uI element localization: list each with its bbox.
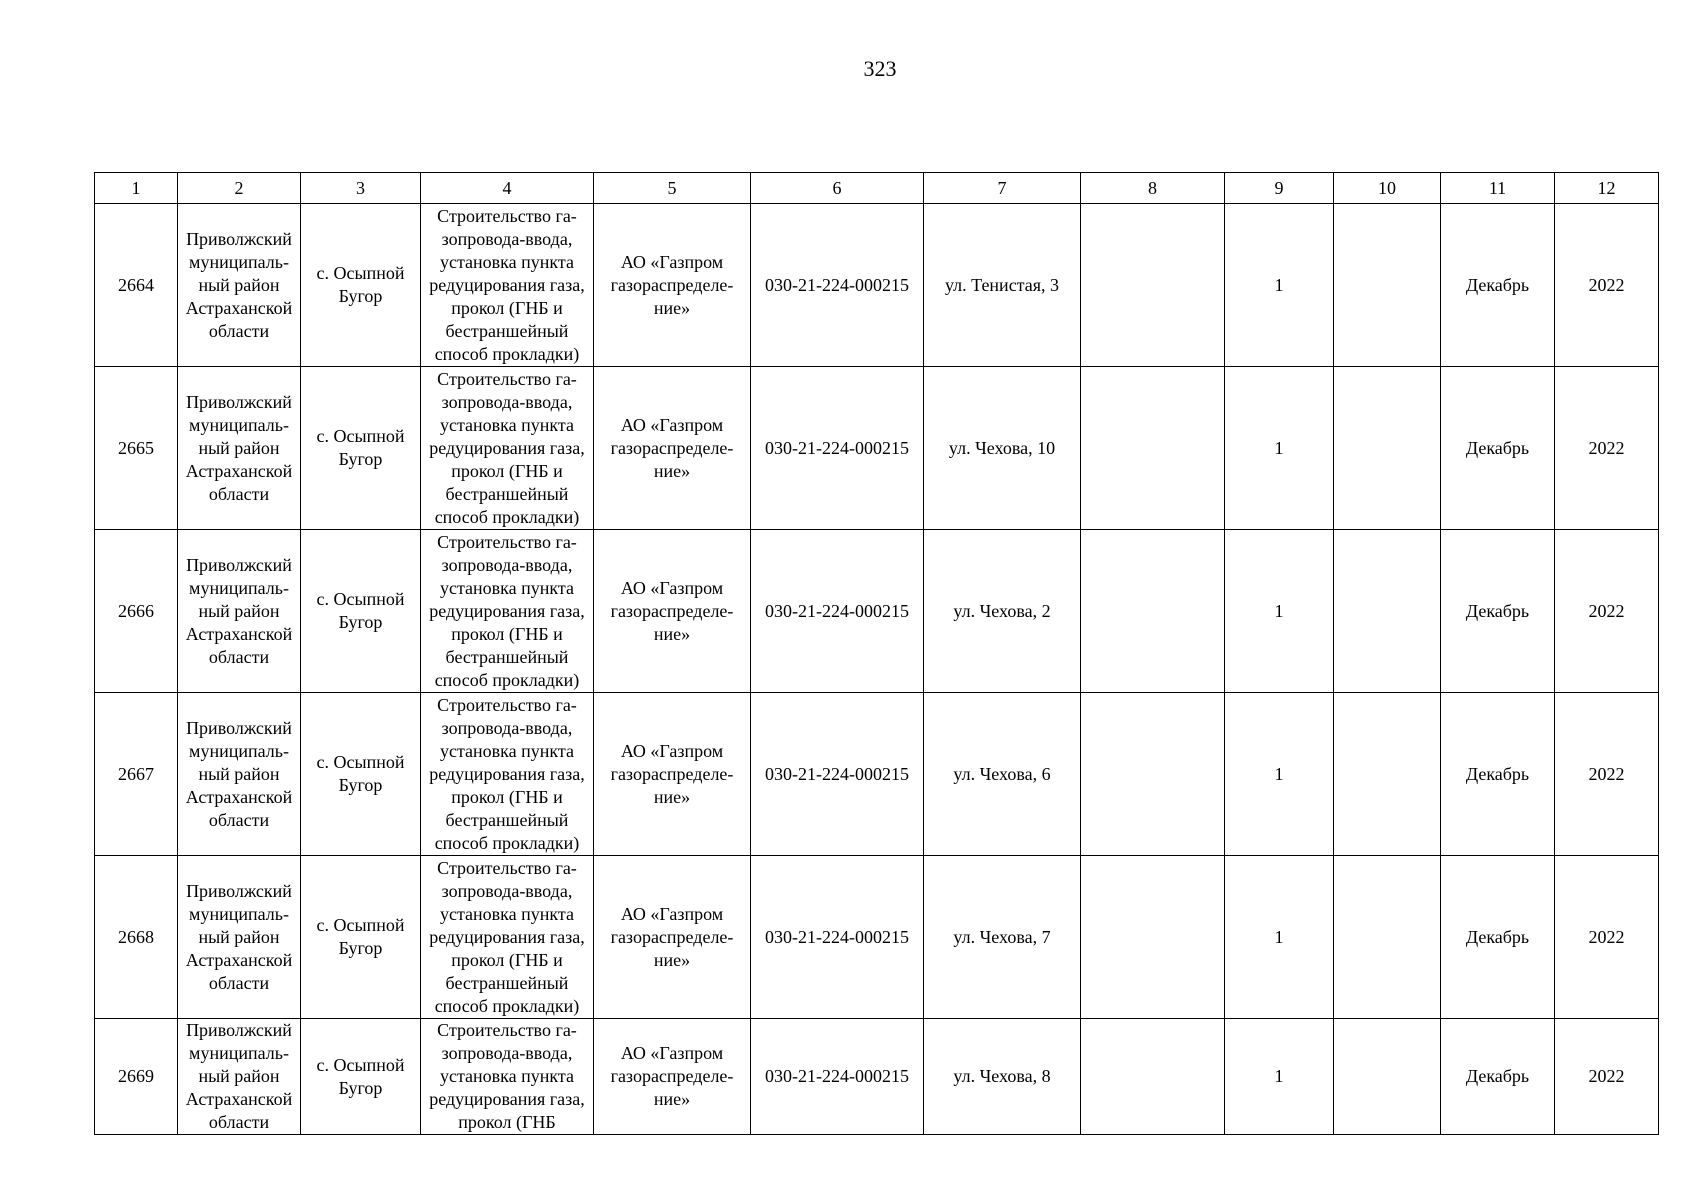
cell-col-8	[1081, 856, 1225, 1019]
cell-year: 2022	[1555, 1019, 1659, 1135]
cell-col-8	[1081, 530, 1225, 693]
cell-number: 2667	[95, 693, 178, 856]
cell-address: ул. Чехова, 7	[924, 856, 1081, 1019]
cell-settlement: с. Осыпной Бугор	[301, 530, 421, 693]
cell-col-10	[1334, 204, 1441, 367]
cell-number: 2664	[95, 204, 178, 367]
cell-col-9: 1	[1225, 530, 1334, 693]
cell-code: 030-21-224-000215	[751, 367, 924, 530]
cell-address: ул. Чехова, 6	[924, 693, 1081, 856]
cell-month: Декабрь	[1441, 856, 1555, 1019]
column-header-1: 1	[95, 173, 178, 204]
cell-work-description: Строительство га-зопровода-ввода, установка пункта редуцирования газа, прокол (ГНБ и бестраншейный способ прокладки)	[421, 530, 594, 693]
cell-organization: АО «Газпром газораспределе-ние»	[594, 204, 751, 367]
cell-month: Декабрь	[1441, 693, 1555, 856]
column-header-11: 11	[1441, 173, 1555, 204]
cell-year: 2022	[1555, 693, 1659, 856]
cell-address: ул. Чехова, 2	[924, 530, 1081, 693]
cell-work-description: Строительство га-зопровода-ввода, установка пункта редуцирования газа, прокол (ГНБ и бестраншейный способ прокладки)	[421, 204, 594, 367]
cell-col-9: 1	[1225, 856, 1334, 1019]
cell-address: ул. Чехова, 10	[924, 367, 1081, 530]
cell-col-8	[1081, 204, 1225, 367]
cell-col-9: 1	[1225, 1019, 1334, 1135]
data-table	[94, 172, 1659, 1135]
cell-district: Приволжский муниципаль-ный район Астраханской области	[178, 693, 301, 856]
table-row	[95, 856, 1659, 1019]
column-header-2: 2	[178, 173, 301, 204]
cell-code: 030-21-224-000215	[751, 693, 924, 856]
cell-organization: АО «Газпром газораспределе-ние»	[594, 530, 751, 693]
cell-settlement: с. Осыпной Бугор	[301, 204, 421, 367]
cell-settlement: с. Осыпной Бугор	[301, 856, 421, 1019]
column-header-12: 12	[1555, 173, 1659, 204]
cell-year: 2022	[1555, 204, 1659, 367]
cell-settlement: с. Осыпной Бугор	[301, 1019, 421, 1135]
column-header-6: 6	[751, 173, 924, 204]
table-row	[95, 1019, 1659, 1135]
cell-district: Приволжский муниципаль-ный район Астраханской области	[178, 1019, 301, 1135]
cell-work-description: Строительство га-зопровода-ввода, установка пункта редуцирования газа, прокол (ГНБ и бестраншейный способ прокладки)	[421, 856, 594, 1019]
cell-work-description: Строительство га-зопровода-ввода, установка пункта редуцирования газа, прокол (ГНБ и бестраншейный способ прокладки)	[421, 693, 594, 856]
cell-organization: АО «Газпром газораспределе-ние»	[594, 693, 751, 856]
cell-work-description: Строительство га-зопровода-ввода, установка пункта редуцирования газа, прокол (ГНБ	[421, 1019, 594, 1135]
cell-month: Декабрь	[1441, 367, 1555, 530]
column-header-4: 4	[421, 173, 594, 204]
cell-settlement: с. Осыпной Бугор	[301, 367, 421, 530]
cell-code: 030-21-224-000215	[751, 1019, 924, 1135]
cell-district: Приволжский муниципаль-ный район Астраханской области	[178, 367, 301, 530]
cell-col-10	[1334, 856, 1441, 1019]
page-number: 323	[863, 56, 897, 81]
column-header-7: 7	[924, 173, 1081, 204]
cell-col-10	[1334, 693, 1441, 856]
cell-col-8	[1081, 367, 1225, 530]
cell-organization: АО «Газпром газораспределе-ние»	[594, 1019, 751, 1135]
header-row	[95, 173, 1659, 204]
column-header-10: 10	[1334, 173, 1441, 204]
column-header-5: 5	[594, 173, 751, 204]
cell-year: 2022	[1555, 856, 1659, 1019]
cell-code: 030-21-224-000215	[751, 530, 924, 693]
table-row	[95, 693, 1659, 856]
cell-address: ул. Чехова, 8	[924, 1019, 1081, 1135]
cell-year: 2022	[1555, 367, 1659, 530]
cell-address: ул. Тенистая, 3	[924, 204, 1081, 367]
cell-month: Декабрь	[1441, 530, 1555, 693]
cell-col-9: 1	[1225, 693, 1334, 856]
cell-number: 2668	[95, 856, 178, 1019]
cell-number: 2666	[95, 530, 178, 693]
column-header-8: 8	[1081, 173, 1225, 204]
cell-col-8	[1081, 1019, 1225, 1135]
cell-district: Приволжский муниципаль-ный район Астраханской области	[178, 204, 301, 367]
cell-col-10	[1334, 367, 1441, 530]
cell-number: 2669	[95, 1019, 178, 1135]
cell-col-8	[1081, 693, 1225, 856]
cell-district: Приволжский муниципаль-ный район Астраханской области	[178, 856, 301, 1019]
table-row	[95, 204, 1659, 367]
cell-col-9: 1	[1225, 367, 1334, 530]
column-header-3: 3	[301, 173, 421, 204]
table-header	[95, 173, 1659, 204]
cell-district: Приволжский муниципаль-ный район Астраханской области	[178, 530, 301, 693]
cell-col-10	[1334, 1019, 1441, 1135]
cell-code: 030-21-224-000215	[751, 856, 924, 1019]
cell-code: 030-21-224-000215	[751, 204, 924, 367]
cell-organization: АО «Газпром газораспределе-ние»	[594, 367, 751, 530]
cell-month: Декабрь	[1441, 1019, 1555, 1135]
table-row	[95, 367, 1659, 530]
cell-col-9: 1	[1225, 204, 1334, 367]
cell-organization: АО «Газпром газораспределе-ние»	[594, 856, 751, 1019]
cell-settlement: с. Осыпной Бугор	[301, 693, 421, 856]
cell-number: 2665	[95, 367, 178, 530]
table-row	[95, 530, 1659, 693]
table-body	[95, 204, 1659, 1135]
cell-work-description: Строительство га-зопровода-ввода, установка пункта редуцирования газа, прокол (ГНБ и бестраншейный способ прокладки)	[421, 367, 594, 530]
cell-month: Декабрь	[1441, 204, 1555, 367]
cell-year: 2022	[1555, 530, 1659, 693]
cell-col-10	[1334, 530, 1441, 693]
column-header-9: 9	[1225, 173, 1334, 204]
